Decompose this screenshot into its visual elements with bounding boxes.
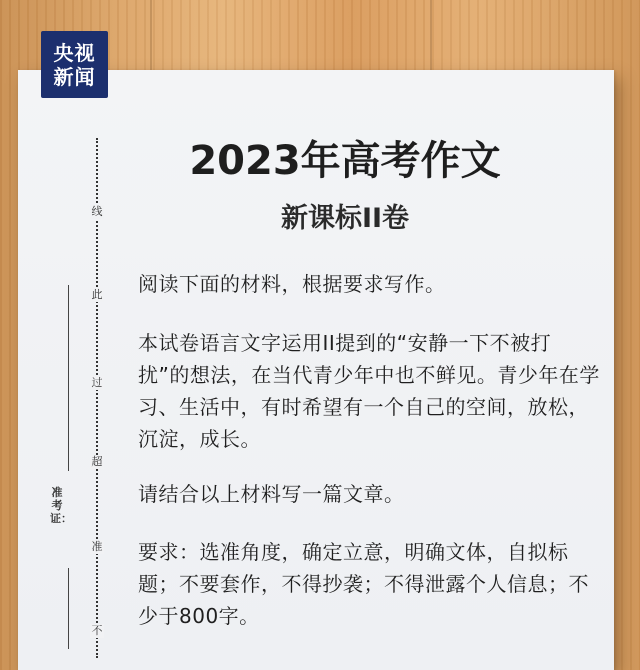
- binding-char: 线: [91, 205, 103, 218]
- material-paragraph: 本试卷语言文字运用II提到的“安静一下不被打扰”的想法，在当代青少年中也不鲜见。青少年在学习、生活中，有时希望有一个自己的空间，放松，沉淀，成长。: [138, 331, 600, 451]
- candidate-number-line: [68, 285, 69, 471]
- cctv-news-logo: [41, 31, 108, 98]
- page-title: 2023年高考作文: [189, 138, 501, 184]
- binding-char: 准: [91, 540, 103, 553]
- logo-line-2: 新闻: [53, 64, 96, 89]
- instruction-paragraph: 阅读下面的材料，根据要求写作。: [138, 272, 446, 296]
- binding-char: 过: [91, 376, 103, 389]
- binding-char: 此: [91, 288, 103, 301]
- requirements-paragraph: 要求：选准角度，确定立意，明确文体，自拟标题；不要套作，不得抄袭；不得泄露个人信息；不少于800字。: [138, 540, 589, 628]
- logo-line-1: 央视: [53, 40, 96, 65]
- candidate-number-line: [68, 568, 69, 649]
- candidate-number-label: 准考证：: [50, 486, 72, 525]
- binding-char: 超: [91, 455, 103, 468]
- task-paragraph: 请结合以上材料写一篇文章。: [138, 482, 405, 506]
- page-subtitle: 新课标II卷: [280, 203, 410, 234]
- binding-char: 不: [91, 624, 103, 637]
